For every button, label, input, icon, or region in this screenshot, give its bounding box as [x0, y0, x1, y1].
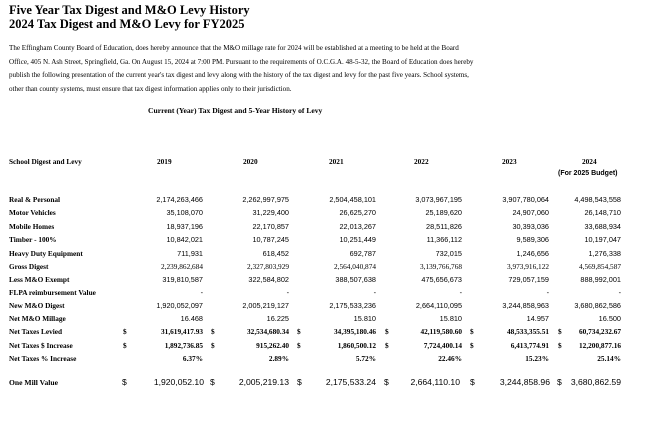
table-row — [0, 222, 658, 234]
year-header-2022: 2022 — [414, 157, 429, 166]
table-cell: 4,498,543,558 — [574, 195, 621, 204]
row-label: Net Taxes $ Increase — [9, 341, 73, 350]
table-cell: 2,175,533,236 — [329, 301, 376, 310]
table-cell: 28,511,826 — [426, 222, 462, 231]
table-cell: 48,533,355.51 — [507, 327, 549, 336]
table-cell: 2,175,533.24 — [325, 377, 376, 387]
table-row — [0, 249, 658, 261]
intro-paragraph: The Effingham County Board of Education, does hereby announce that the M&O millage rate for 2024 will be established at a meeting to be held at the Board Office, 405 N. Ash Street, Springfield, Ga. On August 15, 2024 at 7:00 PM. Pursuant to the requirements of O.C.G.A. 48-5-32, the Board of Education does hereby publish the following presentation of the current year's tax digest and levy along with the history of the tax digest and levy for the past five years. School systems, other than county systems, must ensure that tax digest information applies only to their jurisdiction. — [9, 44, 474, 93]
table-cell: 31,229,400 — [252, 208, 289, 217]
currency-symbol: $ — [470, 341, 474, 350]
table-cell: 1,920,052,097 — [156, 301, 203, 310]
table-cell: 475,656,673 — [421, 275, 462, 284]
table-row — [0, 262, 658, 274]
currency-symbol: $ — [558, 327, 562, 336]
table-cell: 33,688,934 — [584, 222, 621, 231]
page-title: Five Year Tax Digest and M&O Levy History — [9, 3, 250, 17]
table-cell: 15.23% — [525, 354, 549, 363]
row-label: Net Taxes Levied — [9, 327, 63, 336]
table-cell: 6,413,774.91 — [510, 341, 549, 350]
table-cell: 26,625,270 — [339, 208, 376, 217]
table-cell: 4,569,854,587 — [579, 262, 621, 271]
table-cell: 22,170,857 — [252, 222, 289, 231]
row-label: New M&O Digest — [9, 301, 65, 310]
row-label: Net Taxes % Increase — [9, 354, 77, 363]
table-cell: 1,860,500.12 — [337, 341, 376, 350]
table-cell: 1,276,338 — [588, 249, 621, 258]
table-cell: 16.468 — [180, 314, 203, 323]
row-label: Gross Digest — [9, 262, 49, 271]
table-cell: 24,907,060 — [512, 208, 549, 217]
row-label: Mobile Homes — [9, 222, 55, 231]
table-cell: 6.37% — [182, 354, 203, 363]
table-cell: 3,073,967,195 — [415, 195, 462, 204]
page-subtitle: 2024 Tax Digest and M&O Levy for FY2025 — [9, 17, 245, 31]
table-row — [0, 327, 658, 339]
currency-symbol: $ — [123, 341, 127, 350]
year-header-2021: 2021 — [329, 157, 344, 166]
table-cell: 3,244,858.96 — [499, 377, 550, 387]
table-cell: 34,395,180.46 — [334, 327, 376, 336]
table-cell: 18,937,196 — [166, 222, 203, 231]
table-cell: 2,005,219.13 — [238, 377, 289, 387]
table-cell: 32,534,680.34 — [247, 327, 289, 336]
table-cell: 35,108,070 — [166, 208, 203, 217]
table-cell: 15.810 — [439, 314, 462, 323]
table-cell: - — [373, 288, 376, 297]
table-cell: 3,244,858,963 — [502, 301, 549, 310]
row-label: Less M&O Exempt — [9, 275, 70, 284]
table-cell: 15.810 — [353, 314, 376, 323]
budget-note: (For 2025 Budget) — [558, 170, 618, 177]
table-cell: 732,015 — [435, 249, 462, 258]
table-cell: 319,810,587 — [162, 275, 203, 284]
currency-symbol: $ — [385, 341, 389, 350]
table-cell: 5.72% — [355, 354, 376, 363]
table-cell: - — [286, 288, 289, 297]
table-cell: 1,920,052.10 — [153, 377, 204, 387]
table-cell: - — [459, 288, 462, 297]
label-column-header: School Digest and Levy — [9, 157, 82, 166]
currency-symbol: $ — [123, 327, 127, 336]
row-label: Motor Vehicles — [9, 208, 56, 217]
currency-symbol: $ — [297, 327, 301, 336]
table-cell: 10,197,047 — [584, 235, 621, 244]
table-cell: 2,504,458,101 — [329, 195, 376, 204]
table-cell: 60,734,232.67 — [579, 327, 621, 336]
table-cell: 322,584,802 — [248, 275, 289, 284]
currency-symbol: $ — [384, 377, 389, 387]
currency-symbol: $ — [470, 327, 474, 336]
table-row — [0, 208, 658, 220]
currency-symbol: $ — [557, 377, 562, 387]
table-cell: 2,239,862,684 — [161, 262, 203, 271]
currency-symbol: $ — [211, 327, 215, 336]
table-cell: 2.89% — [268, 354, 289, 363]
year-header-2023: 2023 — [502, 157, 517, 166]
table-cell: 42,119,580.60 — [420, 327, 462, 336]
table-cell: 11,366,112 — [426, 235, 462, 244]
table-cell: 22,013,267 — [339, 222, 376, 231]
table-cell: 3,680,862,586 — [574, 301, 621, 310]
table-cell: 16.500 — [598, 314, 621, 323]
table-row — [0, 314, 658, 326]
table-cell: 3,680,862.59 — [570, 377, 621, 387]
table-cell: 618,452 — [262, 249, 289, 258]
table-cell: 1,246,656 — [516, 249, 549, 258]
currency-symbol: $ — [210, 377, 215, 387]
table-row — [0, 275, 658, 287]
table-cell: 3,973,916,122 — [507, 262, 549, 271]
table-cell: 10,842,021 — [166, 235, 203, 244]
table-cell: - — [200, 288, 203, 297]
table-cell: 10,787,245 — [252, 235, 289, 244]
table-cell: 711,931 — [177, 249, 203, 258]
table-cell: 12,200,877.16 — [579, 341, 621, 350]
table-cell: 2,174,263,466 — [156, 195, 203, 204]
table-row — [0, 235, 658, 247]
currency-symbol: $ — [297, 377, 302, 387]
table-cell: 2,664,110.10 — [410, 377, 460, 387]
table-cell: 26,148,710 — [584, 208, 621, 217]
table-cell: 2,262,997,975 — [242, 195, 289, 204]
table-cell: - — [618, 288, 621, 297]
one-mill-row — [0, 377, 658, 389]
row-label: Heavy Duty Equipment — [9, 249, 83, 258]
table-cell: 10,251,449 — [339, 235, 376, 244]
currency-symbol: $ — [297, 341, 301, 350]
table-cell: 692,787 — [349, 249, 376, 258]
table-cell: 25.14% — [597, 354, 621, 363]
currency-symbol: $ — [211, 341, 215, 350]
table-cell: 915,262.40 — [256, 341, 289, 350]
year-header-2020: 2020 — [243, 157, 258, 166]
table-cell: 2,664,110,095 — [415, 301, 462, 310]
table-cell: 16.225 — [266, 314, 289, 323]
table-cell: 30,393,036 — [512, 222, 549, 231]
row-label: FLPA reimbursement Value — [9, 288, 96, 297]
table-caption: Current (Year) Tax Digest and 5-Year History of Levy — [148, 106, 323, 115]
currency-symbol: $ — [470, 377, 475, 387]
year-header-2024: 2024 — [582, 157, 597, 166]
table-row — [0, 341, 658, 353]
table-row — [0, 288, 658, 300]
row-label: Net M&O Millage — [9, 314, 66, 323]
table-cell: 2,005,219,127 — [242, 301, 289, 310]
table-cell: - — [546, 288, 549, 297]
row-label: Timber - 100% — [9, 235, 57, 244]
table-row — [0, 354, 658, 366]
table-cell: 7,724,400.14 — [423, 341, 462, 350]
table-cell: 1,892,736.85 — [164, 341, 203, 350]
table-cell: 3,907,780,064 — [502, 195, 549, 204]
table-cell: 388,507,638 — [335, 275, 376, 284]
table-cell: 2,564,040,874 — [334, 262, 376, 271]
currency-symbol: $ — [385, 327, 389, 336]
table-cell: 9,589,306 — [516, 235, 549, 244]
table-cell: 729,057,159 — [508, 275, 549, 284]
table-row — [0, 301, 658, 313]
table-cell: 22.46% — [438, 354, 462, 363]
row-label: One Mill Value — [9, 378, 58, 387]
table-cell: 3,139,766,768 — [420, 262, 462, 271]
table-cell: 25,189,620 — [425, 208, 462, 217]
currency-symbol: $ — [558, 341, 562, 350]
currency-symbol: $ — [122, 377, 127, 387]
row-label: Real & Personal — [9, 195, 61, 204]
table-cell: 14.957 — [526, 314, 549, 323]
table-cell: 2,327,803,929 — [247, 262, 289, 271]
year-header-2019: 2019 — [157, 157, 172, 166]
table-cell: 888,992,001 — [580, 275, 621, 284]
table-cell: 31,619,417.93 — [161, 327, 203, 336]
table-row — [0, 195, 658, 207]
